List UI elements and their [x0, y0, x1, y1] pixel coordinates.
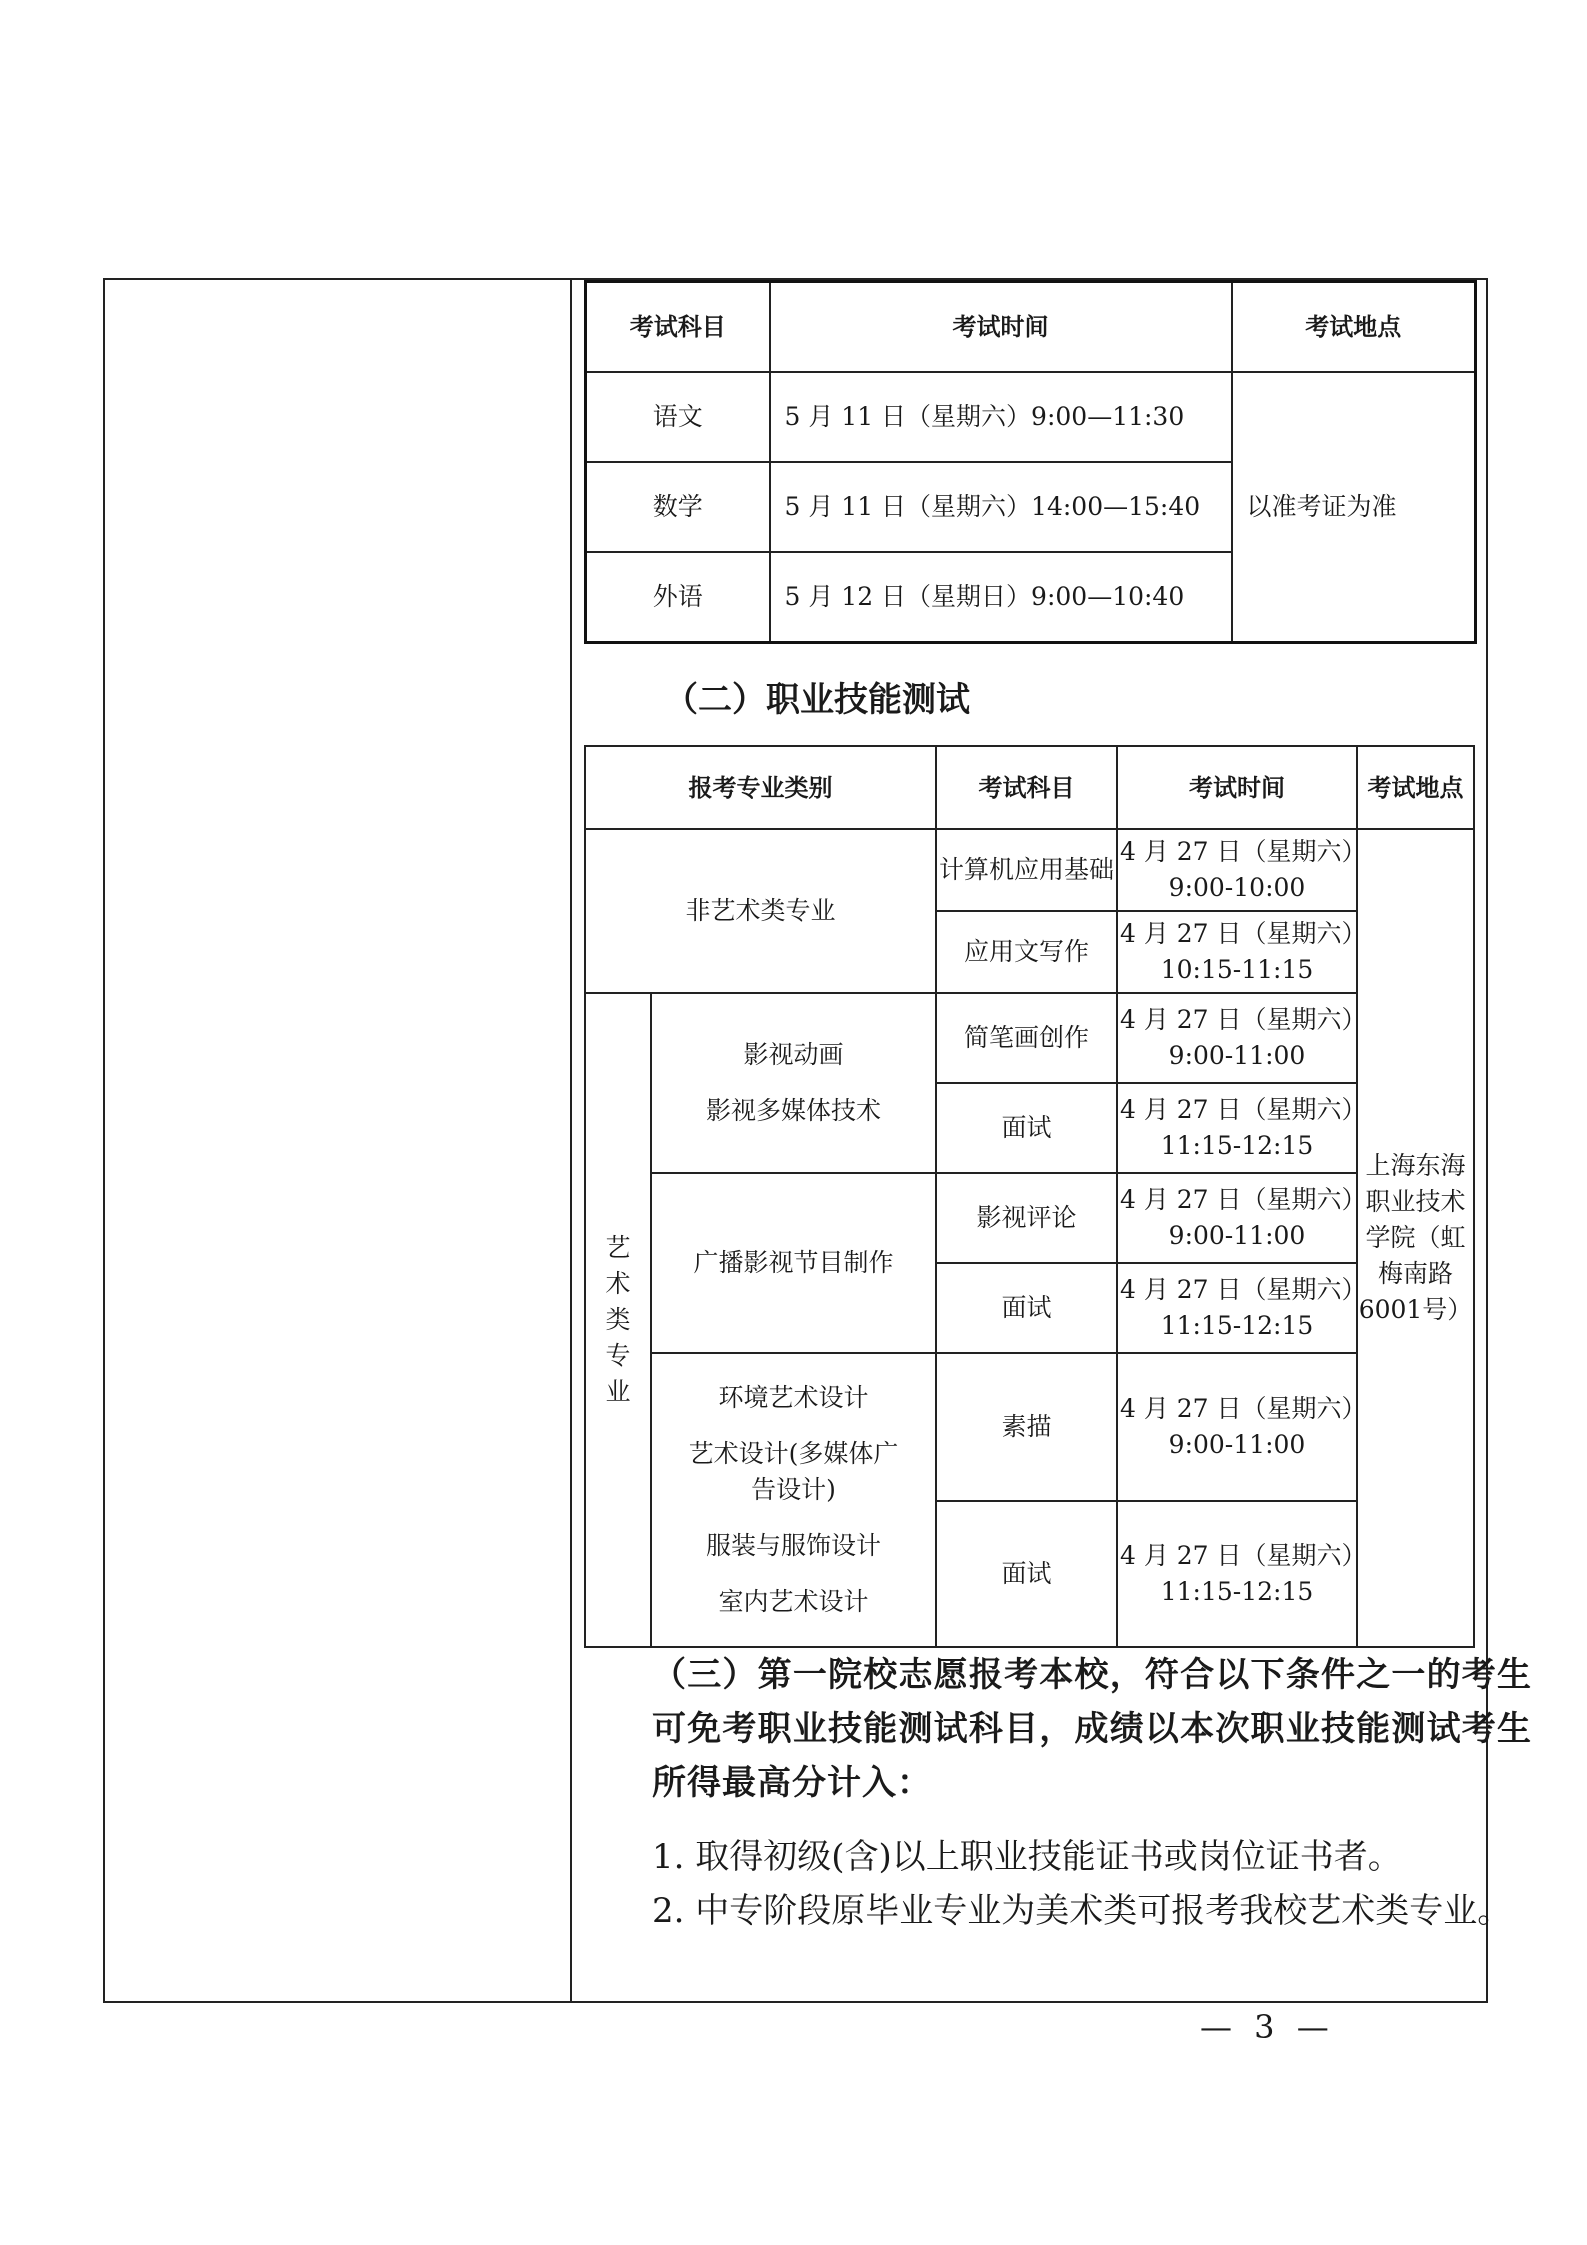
table-row	[585, 993, 1474, 1083]
major-name: 影视动画	[743, 1040, 844, 1069]
section-3-paragraph: （三）第一院校志愿报考本校，符合以下条件之一的考生可免考职业技能测试科目，成绩以本次职业技能测试考生所得最高分计入：	[652, 1655, 1532, 1803]
time-cell: 5 月 11 日（星期六）14:00—15:40	[770, 462, 1232, 552]
subject-cell: 面试	[936, 1501, 1117, 1647]
header-category: 报考专业类别	[585, 746, 936, 829]
condition-item-2: 2. 中专阶段原毕业专业为美术类可报考我校艺术类专业。	[652, 1891, 1512, 1931]
table-row	[585, 829, 1474, 911]
time-cell: 5 月 11 日（星期六）9:00—11:30	[770, 372, 1232, 462]
table-row	[585, 1353, 1474, 1501]
time-cell: 4 月 27 日（星期六）9:00-11:00	[1117, 1173, 1357, 1263]
header-time: 考试时间	[1117, 746, 1357, 829]
art-category-label: 艺术类专业	[605, 1233, 631, 1406]
subject-cell: 面试	[936, 1263, 1117, 1353]
major-group-1	[651, 993, 936, 1173]
subject-cell: 外语	[586, 552, 770, 643]
subject-cell: 素描	[936, 1353, 1117, 1501]
section-2-title: （二）职业技能测试	[664, 680, 970, 720]
major-group-3	[651, 1353, 936, 1647]
subject-cell: 影视评论	[936, 1173, 1117, 1263]
time-cell: 4 月 27 日（星期六）10:15-11:15	[1117, 911, 1357, 993]
time-cell: 4 月 27 日（星期六）11:15-12:15	[1117, 1263, 1357, 1353]
header-location: 考试地点	[1357, 746, 1474, 829]
subject-cell: 应用文写作	[936, 911, 1117, 993]
major-name: 影视多媒体技术	[705, 1096, 881, 1125]
time-cell: 4 月 27 日（星期六）11:15-12:15	[1117, 1501, 1357, 1647]
major-name: 艺术设计(多媒体广告设计)	[688, 1439, 899, 1504]
header-subject: 考试科目	[936, 746, 1117, 829]
header-location: 考试地点	[1232, 282, 1476, 373]
table-header-row	[585, 746, 1474, 829]
header-time: 考试时间	[770, 282, 1232, 373]
frame-divider-line	[570, 278, 572, 2003]
non-art-category: 非艺术类专业	[585, 829, 936, 993]
major-group-2: 广播影视节目制作	[651, 1173, 936, 1353]
art-category	[585, 993, 651, 1647]
frame-left-line	[103, 278, 105, 2003]
table-row	[585, 1173, 1474, 1263]
exam-schedule-table	[584, 280, 1477, 644]
skill-test-table	[584, 745, 1475, 1648]
subject-cell: 数学	[586, 462, 770, 552]
table-row	[586, 372, 1476, 462]
time-cell: 4 月 27 日（星期六）11:15-12:15	[1117, 1083, 1357, 1173]
major-name: 环境艺术设计	[718, 1383, 869, 1412]
subject-cell: 计算机应用基础	[936, 829, 1117, 911]
table-header-row	[586, 282, 1476, 373]
condition-item-1: 1. 取得初级(含)以上职业技能证书或岗位证书者。	[652, 1837, 1402, 1877]
time-cell: 5 月 12 日（星期日）9:00—10:40	[770, 552, 1232, 643]
location-cell: 上海东海职业技术学院（虹梅南路6001号）	[1357, 829, 1474, 1647]
location-cell: 以准考证为准	[1232, 372, 1476, 643]
header-subject: 考试科目	[586, 282, 770, 373]
major-name: 服装与服饰设计	[705, 1531, 881, 1560]
major-name: 室内艺术设计	[718, 1587, 869, 1616]
time-cell: 4 月 27 日（星期六）9:00-11:00	[1117, 993, 1357, 1083]
subject-cell: 语文	[586, 372, 770, 462]
page-number: — 3 —	[1200, 2008, 1335, 2046]
subject-cell: 面试	[936, 1083, 1117, 1173]
subject-cell: 简笔画创作	[936, 993, 1117, 1083]
time-cell: 4 月 27 日（星期六）9:00-11:00	[1117, 1353, 1357, 1501]
time-cell: 4 月 27 日（星期六）9:00-10:00	[1117, 829, 1357, 911]
